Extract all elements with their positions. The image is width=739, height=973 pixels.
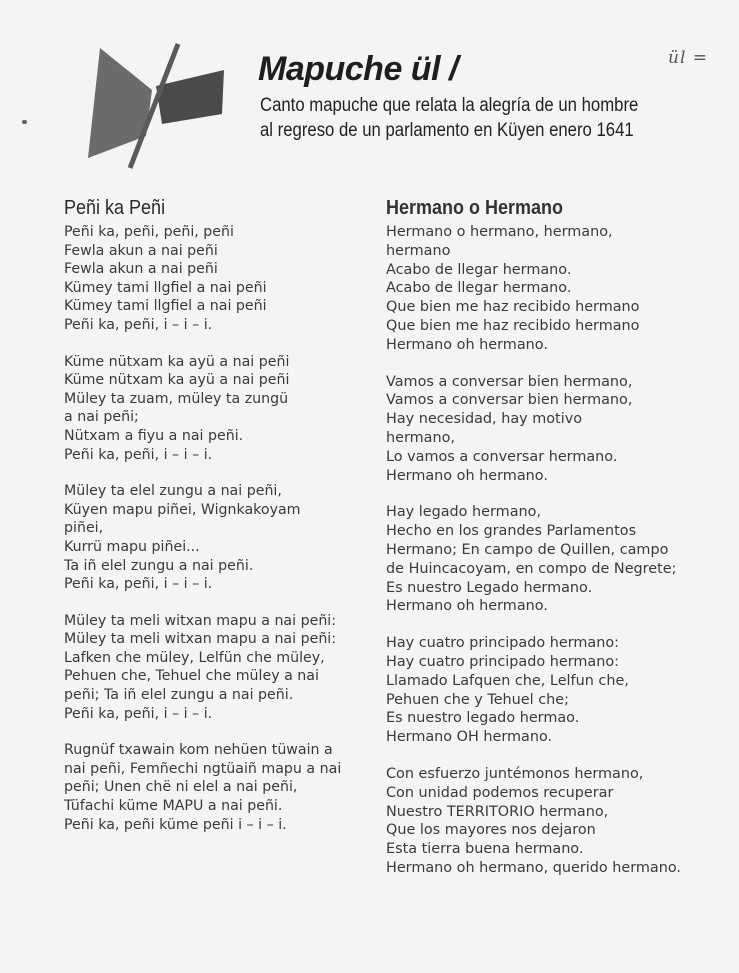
handwritten-mark: ül = bbox=[668, 48, 709, 68]
verse-line: Tüfachi küme MAPU a nai peñi. bbox=[64, 798, 283, 815]
verse bbox=[64, 482, 374, 594]
verse-line: Peñi ka, peñi, i – i – i. bbox=[64, 576, 213, 593]
verse-line: Peñi ka, peñi, peñi, peñi bbox=[64, 224, 234, 240]
verse bbox=[64, 353, 374, 465]
speck-mark bbox=[22, 120, 27, 124]
verse bbox=[64, 741, 374, 834]
verse-line: Peñi ka, peñi, i – i – i. bbox=[64, 446, 213, 463]
verse-line: Hermano o hermano, hermano, bbox=[386, 224, 613, 240]
verse bbox=[386, 503, 726, 616]
verse-line: Pehuen che y Tehuel che; bbox=[386, 691, 569, 708]
verse-line: Acabo de llegar hermano. bbox=[386, 280, 572, 297]
verse-line: Hay necesidad, hay motivo bbox=[386, 411, 583, 428]
verse-line: Lafken che müley, Lelfün che müley, bbox=[64, 649, 325, 666]
verse-line: Küme nütxam ka ayü a nai peñi bbox=[64, 353, 290, 370]
verse-line: Que bien me haz recibido hermano bbox=[386, 299, 640, 316]
verse-line: Vamos a conversar bien hermano, bbox=[386, 392, 633, 409]
verse-line: Acabo de llegar hermano. bbox=[386, 261, 572, 278]
column-title: Hermano o Hermano bbox=[386, 197, 564, 219]
subtitle-line: Canto mapuche que relata la alegría de un hombre bbox=[260, 95, 639, 116]
verse-line: Hermano; En campo de Quillen, campo bbox=[386, 541, 669, 558]
verse-line: peñi; Ta iñ elel zungu a nai peñi. bbox=[64, 687, 294, 704]
verse-line: Es nuestro legado hermao. bbox=[386, 710, 580, 727]
verse-line: peñi; Unen chë ni elel a nai peñi, bbox=[64, 779, 298, 796]
verse-line: Hermano oh hermano. bbox=[386, 598, 548, 615]
verse bbox=[64, 612, 374, 724]
verse-line: Rugnüf txawain kom nehüen tüwain a bbox=[64, 742, 333, 759]
verse-line: Nütxam a fiyu a nai peñi. bbox=[64, 427, 244, 444]
verse-line: Küme nütxam ka ayü a nai peñi bbox=[64, 372, 290, 389]
verse-line: Müley ta zuam, müley ta zungü bbox=[64, 390, 289, 407]
verse-line: Kümey tami llgfiel a nai peñi bbox=[64, 298, 267, 315]
kultrun-cross-logo bbox=[82, 40, 232, 170]
verse-line: Kümey tami llgfiel a nai peñi bbox=[64, 279, 267, 296]
verse bbox=[386, 634, 726, 747]
verse bbox=[386, 223, 726, 355]
verse-line: Nuestro TERRITORIO hermano, bbox=[386, 803, 609, 820]
verse-line: Peñi ka, peñi küme peñi i – i – i. bbox=[64, 816, 287, 833]
verse-line: Fewla akun a nai peñi bbox=[64, 261, 218, 278]
verse-line: Peñi ka, peñi, i – i – i. bbox=[64, 316, 213, 333]
verse-line: Que bien me haz recibido hermano bbox=[386, 317, 640, 334]
verse-line: hermano bbox=[386, 242, 451, 259]
verse-line: Con unidad podemos recuperar bbox=[386, 784, 614, 801]
verse-line: Hermano OH hermano. bbox=[386, 729, 553, 746]
verse-line: Hecho en los grandes Parlamentos bbox=[386, 523, 637, 540]
verse-line: Hermano oh hermano. bbox=[386, 336, 548, 353]
page-title: Mapuche ül / bbox=[258, 50, 458, 88]
verse-line: Vamos a conversar bien hermano, bbox=[386, 373, 633, 390]
spanish-column bbox=[386, 193, 726, 878]
verse-line: Lo vamos a conversar hermano. bbox=[386, 448, 618, 465]
verse-line: Kurrü mapu piñei... bbox=[64, 538, 200, 555]
verse-line: a nai peñi; bbox=[64, 409, 139, 426]
verse-line: piñei, bbox=[64, 520, 104, 537]
verse-line: Que los mayores nos dejaron bbox=[386, 822, 596, 839]
verse-line: de Huincacoyam, en compo de Negrete; bbox=[386, 560, 677, 577]
page-subtitle bbox=[260, 93, 638, 143]
verse-line: Hermano oh hermano. bbox=[386, 467, 548, 484]
subtitle-line: al regreso de un parlamento en Küyen enero 1641 bbox=[260, 120, 634, 141]
verse-line: Hay legado hermano, bbox=[386, 504, 542, 521]
verse-line: Müley ta meli witxan mapu a nai peñi: bbox=[64, 631, 337, 648]
verse-line: nai peñi, Femñechi ngtüaiñ mapu a nai bbox=[64, 760, 342, 777]
verse-line: Llamado Lafquen che, Lelfun che, bbox=[386, 672, 629, 689]
verse-line: hermano, bbox=[386, 429, 455, 446]
mapudungun-column bbox=[64, 193, 374, 834]
verse-line: Peñi ka, peñi, i – i – i. bbox=[64, 705, 213, 722]
verse-line: Ta iñ elel zungu a nai peñi. bbox=[64, 557, 254, 574]
verse-line: Hay cuatro principado hermano: bbox=[386, 635, 619, 652]
verse-line: Fewla akun a nai peñi bbox=[64, 242, 218, 259]
verse-line: Müley ta meli witxan mapu a nai peñi: bbox=[64, 612, 337, 629]
verse-line: Küyen mapu piñei, Wignkakoyam bbox=[64, 501, 301, 518]
verse-line: Es nuestro Legado hermano. bbox=[386, 579, 593, 596]
verse-line: Pehuen che, Tehuel che müley a nai bbox=[64, 668, 319, 685]
column-title: Peñi ka Peñi bbox=[64, 197, 166, 219]
verse-line: Con esfuerzo juntémonos hermano, bbox=[386, 765, 644, 782]
verse-line: Müley ta elel zungu a nai peñi, bbox=[64, 483, 282, 500]
verse bbox=[64, 223, 374, 335]
verse bbox=[386, 765, 726, 878]
verse-line: Hay cuatro principado hermano: bbox=[386, 653, 619, 670]
verse bbox=[386, 373, 726, 486]
verse-line: Hermano oh hermano, querido hermano. bbox=[386, 859, 681, 876]
verse-line: Esta tierra buena hermano. bbox=[386, 841, 584, 858]
